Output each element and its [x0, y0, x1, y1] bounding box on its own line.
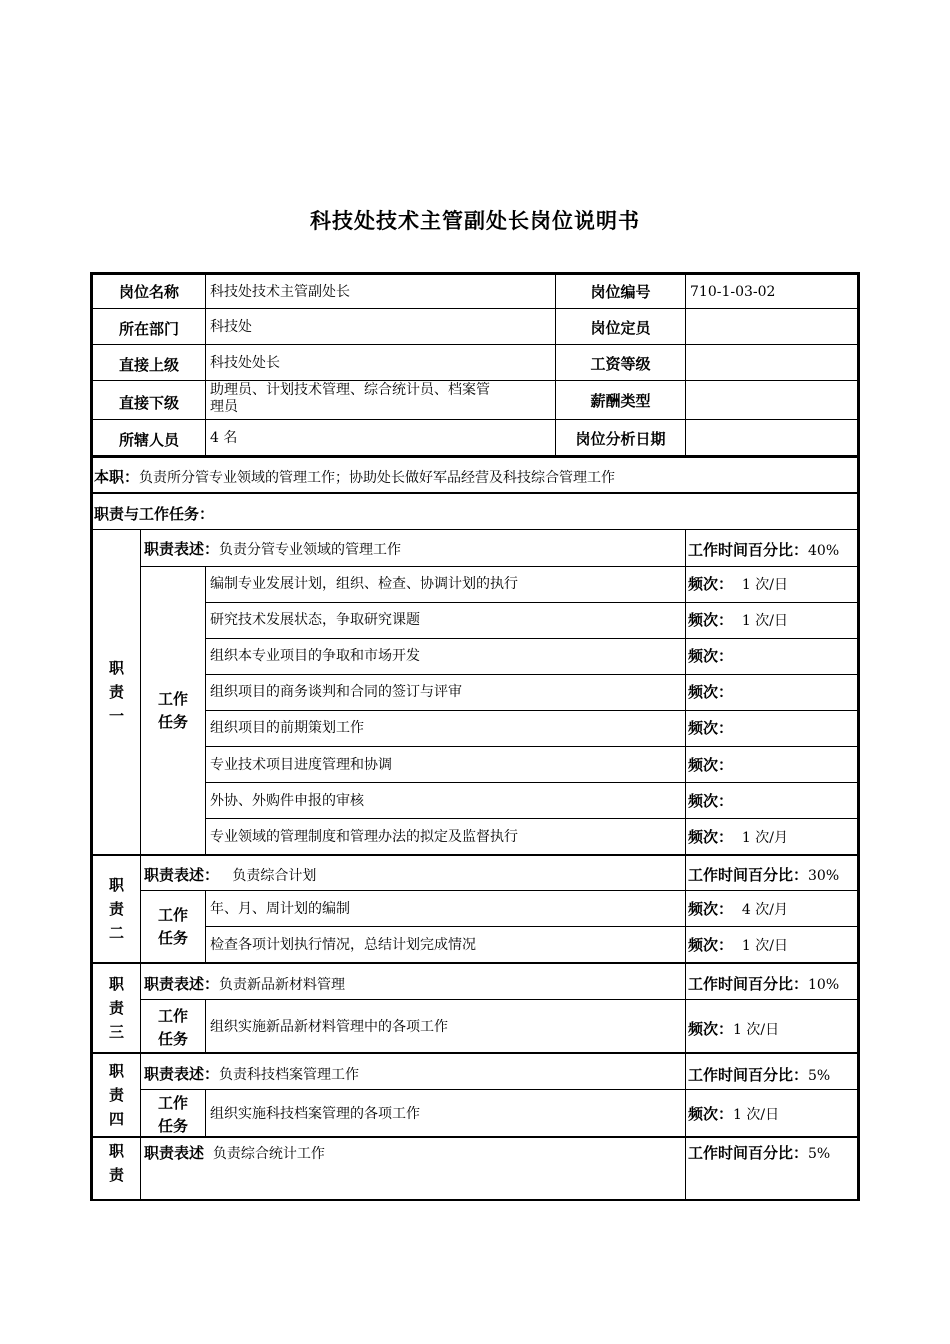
duty-4-label: 职 责 四 [108, 1062, 124, 1128]
label-department: 所在部门 [118, 320, 179, 338]
row-divider [205, 818, 860, 819]
duty-divider [90, 1136, 860, 1138]
duty-2-task-1: 年、月、周计划的编制 [210, 901, 350, 917]
row-divider [205, 746, 860, 747]
label-direct-subordinates: 直接下级 [118, 394, 179, 412]
duty-1-label: 职 责 一 [108, 659, 124, 725]
duty-1-task-5: 组织项目的前期策划工作 [210, 720, 364, 736]
duty-1-task-7-frequency: 频次： [688, 792, 734, 810]
duty-5-label: 职 责 [108, 1142, 124, 1184]
label-direct-superior: 直接上级 [118, 356, 179, 374]
duty-4-description: 职责表述：负责科技档案管理工作 [144, 1065, 360, 1083]
col-divider [205, 272, 206, 457]
duty-3-task-1-frequency: 频次：1 次/日 [688, 1020, 780, 1038]
duty-1-task-4-frequency: 频次： [688, 683, 734, 701]
duty-3-time-percent: 工作时间百分比：10% [688, 975, 840, 993]
duty-1-task-3: 组织本专业项目的争取和市场开发 [210, 648, 420, 664]
col-divider [685, 530, 686, 1200]
row-divider [205, 782, 860, 783]
duty-3-description: 职责表述：负责新品新材料管理 [144, 975, 346, 993]
duty-1-task-2: 研究技术发展状态，争取研究课题 [210, 612, 420, 628]
duty-4-task-1: 组织实施科技档案管理的各项工作 [210, 1106, 420, 1122]
duty-1-tasks-label: 工作 任务 [157, 690, 188, 731]
col-divider [205, 999, 206, 1053]
duties-header: 职责与工作任务： [94, 505, 215, 523]
duty-1-task-3-frequency: 频次： [688, 647, 734, 665]
duty-1-task-8: 专业领域的管理制度和管理办法的拟定及监督执行 [210, 829, 518, 845]
col-divider [205, 1089, 206, 1137]
main-responsibility-label: 本职： [94, 468, 140, 486]
document-title: 科技处技术主管副处长岗位说明书 [310, 209, 640, 233]
duty-2-time-percent: 工作时间百分比：30% [688, 866, 840, 884]
row-divider [90, 529, 860, 530]
section-divider [90, 492, 860, 494]
value-position-code: 710-1-03-02 [690, 284, 776, 300]
table-border-right [857, 272, 860, 1201]
label-position-code: 岗位编号 [590, 283, 651, 301]
duty-3-label: 职 责 三 [108, 975, 124, 1041]
duty-divider [90, 854, 860, 856]
duty-1-task-4: 组织项目的商务谈判和合同的签订与评审 [210, 684, 462, 700]
duty-1-task-6: 专业技术项目进度管理和协调 [210, 757, 392, 773]
value-position-name: 科技处技术主管副处长 [210, 284, 350, 300]
duty-2-description: 职责表述： 负责综合计划 [144, 866, 317, 884]
duty-5-description: 职责表述 负责综合统计工作 [144, 1144, 325, 1162]
duty-1-task-2-frequency: 频次： 1 次/日 [688, 611, 788, 629]
duty-4-time-percent: 工作时间百分比：5% [688, 1066, 831, 1084]
duty-1-task-8-frequency: 频次： 1 次/月 [688, 828, 788, 846]
duty-1-task-6-frequency: 频次： [688, 756, 734, 774]
duty-3-task-1: 组织实施新品新材料管理中的各项工作 [210, 1019, 448, 1035]
duty-divider [90, 962, 860, 964]
duty-1-task-5-frequency: 频次： [688, 719, 734, 737]
duty-divider [90, 1052, 860, 1054]
row-divider [205, 710, 860, 711]
duty-4-tasks-label: 工作 任务 [157, 1094, 188, 1135]
row-divider [205, 674, 860, 675]
label-staff-count: 所辖人员 [118, 431, 179, 449]
duty-1-task-1-frequency: 频次： 1 次/日 [688, 575, 788, 593]
duty-2-task-1-frequency: 频次： 4 次/月 [688, 900, 788, 918]
col-divider [685, 272, 686, 457]
row-divider [140, 999, 860, 1000]
duty-3-tasks-label: 工作 任务 [157, 1007, 188, 1048]
duty-2-tasks-label: 工作 任务 [157, 906, 188, 947]
duty-2-task-2-frequency: 频次： 1 次/日 [688, 936, 788, 954]
main-responsibility [94, 468, 615, 487]
duty-5-time-percent: 工作时间百分比：5% [688, 1144, 831, 1162]
row-divider [140, 890, 860, 891]
row-divider [140, 1089, 860, 1090]
duty-1-description: 职责表述：负责分管专业领域的管理工作 [144, 540, 402, 558]
label-headcount: 岗位定员 [590, 319, 651, 337]
label-pay-type: 薪酬类型 [590, 392, 651, 410]
row-divider [205, 638, 860, 639]
main-responsibility-text: 负责所分管专业领域的管理工作；协助处长做好军品经营及科技综合管理工作 [139, 470, 616, 486]
label-salary-grade: 工资等级 [590, 355, 651, 373]
duty-2-label: 职 责 二 [108, 876, 124, 942]
value-direct-subordinates-line1: 助理员、计划技术管理、综合统计员、档案管 [210, 382, 490, 398]
table-border-bottom [90, 1199, 860, 1201]
row-divider [205, 602, 860, 603]
value-direct-superior: 科技处处长 [210, 355, 280, 371]
value-direct-subordinates-line2: 理员 [210, 399, 238, 415]
value-staff-count: 4 名 [210, 430, 238, 446]
duty-2-task-2: 检查各项计划执行情况，总结计划完成情况 [210, 937, 476, 953]
duty-1-time-percent: 工作时间百分比：40% [688, 541, 840, 559]
duty-1-task-1: 编制专业发展计划，组织、检查、协调计划的执行 [210, 576, 518, 592]
value-department: 科技处 [210, 319, 252, 335]
duty-4-task-1-frequency: 频次：1 次/日 [688, 1105, 780, 1123]
row-divider [140, 566, 860, 567]
label-position-name: 岗位名称 [118, 283, 179, 301]
duty-1-task-7: 外协、外购件申报的审核 [210, 793, 364, 809]
row-divider [205, 926, 860, 927]
job-description-table [90, 272, 860, 1201]
label-analysis-date: 岗位分析日期 [575, 430, 666, 448]
